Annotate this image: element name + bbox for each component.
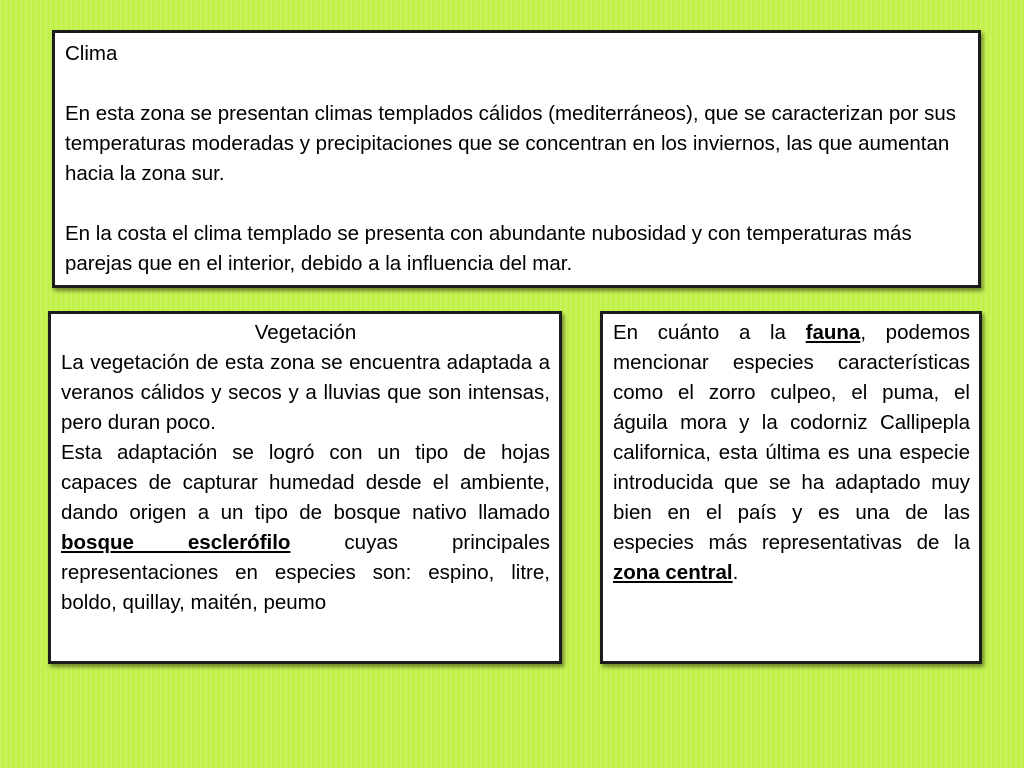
vegetacion-paragraph-1: La vegetación de esta zona se encuentra adaptada a veranos cálidos y secos y a lluvias que son intensas, pero duran poco.: [61, 351, 550, 434]
clima-box: [52, 30, 981, 288]
clima-paragraph-2: En la costa el clima templado se presenta con abundante nubosidad y con temperaturas más parejas que en el interior, debido a la influencia del mar.: [65, 222, 912, 275]
fauna-text-middle: , podemos mencionar especies características como el zorro culpeo, el puma, el águila mora y la codorniz Callipepla californica, esta última es una especie introducida que se ha adaptado muy bien en el país y es una de las especies más representativas de la: [613, 321, 970, 554]
vegetacion-text-after: cuyas principales representaciones en especies son: espino, litre, boldo, quillay, maitén, peumo: [61, 531, 550, 614]
clima-paragraph-1: En esta zona se presentan climas templados cálidos (mediterráneos), que se caracterizan por sus temperaturas moderadas y precipitaciones que se concentran en los inviernos, las que aumentan hacia la zona sur.: [65, 102, 957, 185]
fauna-paragraph: [613, 318, 970, 588]
fauna-text-after: .: [732, 561, 739, 584]
vegetacion-text-before: Esta adaptación se logró con un tipo de hojas capaces de capturar humedad desde el ambiente, dando origen a un tipo de bosque nativo llamado: [61, 441, 550, 524]
fauna-keyword: fauna: [805, 321, 861, 344]
clima-title: Clima: [65, 42, 118, 65]
zona-central-keyword: zona central: [613, 561, 733, 584]
bosque-esclerofilo-keyword: bosque esclerófilo: [61, 531, 291, 554]
fauna-box: [600, 311, 982, 664]
vegetacion-box: [48, 311, 562, 664]
vegetacion-title: Vegetación: [254, 321, 357, 344]
fauna-text-before: En cuánto a la: [613, 321, 806, 344]
vegetacion-paragraph-2: [61, 438, 550, 618]
